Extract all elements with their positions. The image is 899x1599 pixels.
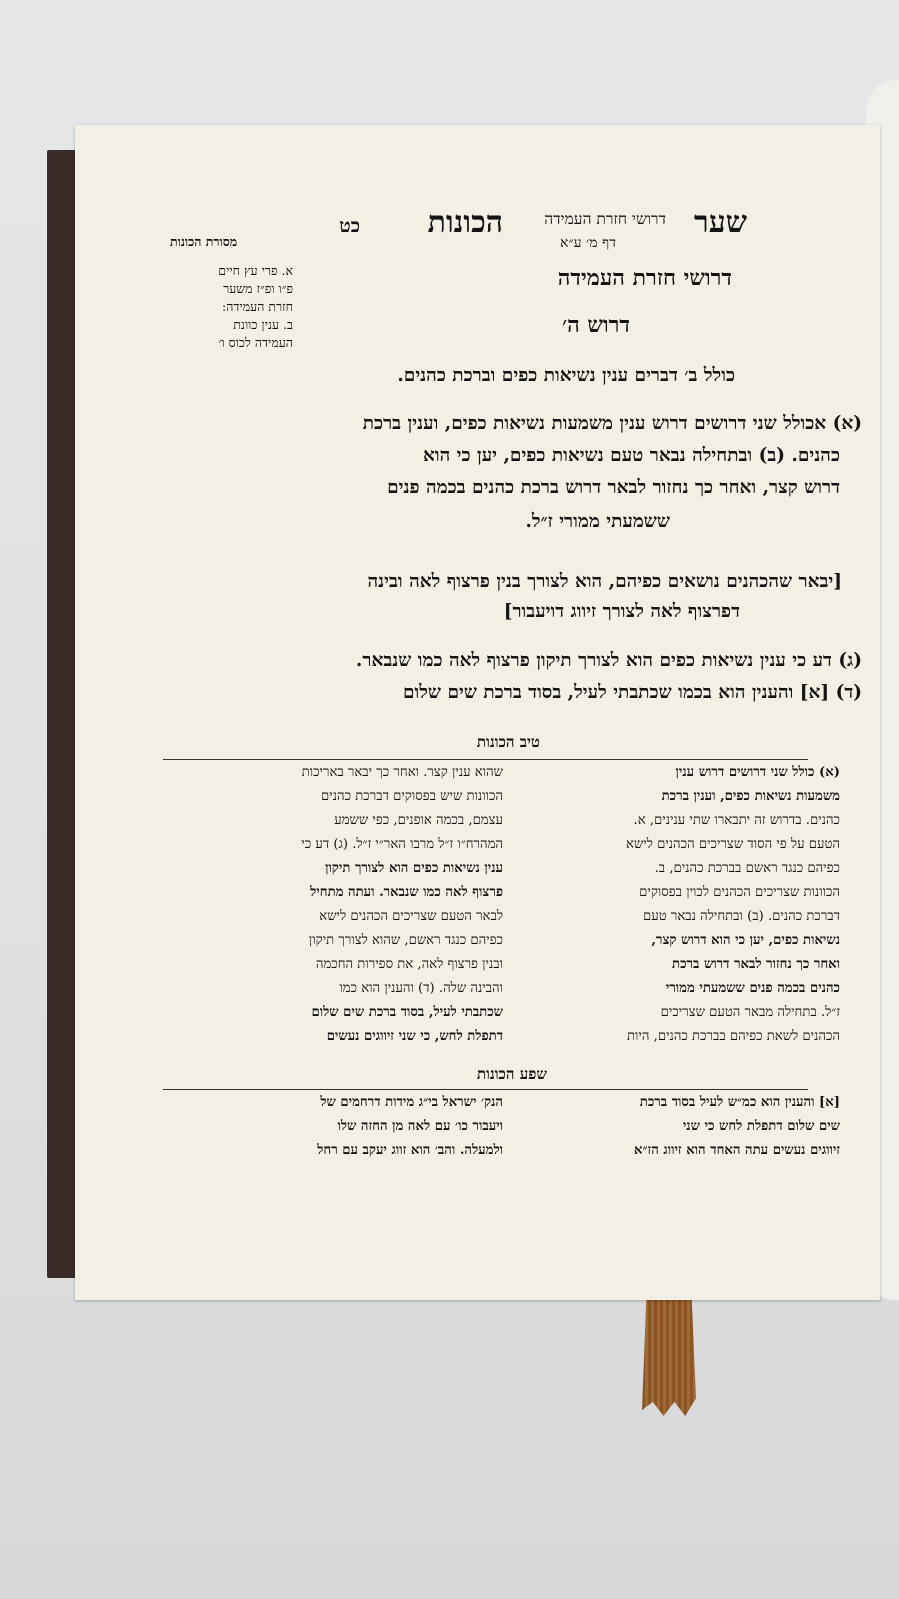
shefa-line: ולמעלה. והב׳ הוא זווג יעקב עם רחל — [317, 1143, 503, 1158]
sources-heading: מסורת הכונות — [170, 234, 238, 249]
tiv-line: ובנין פרצוף לאה, את ספירות החכמה — [315, 957, 503, 972]
tiv-line: כפיהם כנגד ראשם בברכת כהנים, ב. — [654, 861, 840, 876]
tiv-line: לבאר הטעם שצריכים הכהנים לישא — [319, 909, 503, 924]
intro-line: כולל ב׳ דברים ענין נשיאות כפים וברכת כהנים. — [397, 365, 735, 386]
tiv-line: הכוונות שיש בפסוקים דברכת כהנים — [321, 789, 503, 804]
source-line: ב. ענין כוונת — [233, 317, 293, 332]
bookmark-ribbon — [642, 1298, 696, 1416]
shefa-line: ויעבור כו׳ עם לאה מן החזה שלו — [337, 1119, 503, 1134]
book-page — [75, 125, 880, 1300]
tiv-line: (א) כולל שני דרושים דרוש ענין — [675, 765, 840, 780]
tiv-line: כהנים בכמה פנים ששמעתי ממורי — [665, 981, 840, 996]
tiv-line: דתפלת לחש, כי שני זיווגים נעשים — [326, 1029, 503, 1044]
section-title: דרושי חזרת העמידה — [557, 265, 732, 291]
header-title-hakavanot: הכונות — [427, 205, 503, 240]
shefa-heading: שפע הכונות — [476, 1065, 547, 1083]
header-subtitle: דרושי חזרת העמידה — [544, 210, 666, 228]
para2-line: (ד) [א] והענין הוא בכמו שכתבתי לעיל, בסוד ברכת שים שלום — [403, 682, 862, 703]
source-line: א. פרי עץ חיים — [218, 263, 293, 278]
tiv-line: המהרח״ו ז״ל מרבו האר״י ז״ל. (ג) דע כי — [301, 837, 503, 852]
shefa-left-column — [163, 1091, 503, 1171]
drush-title: דרוש ה׳ — [562, 312, 630, 338]
header-title-shaar: שער — [694, 205, 747, 240]
tiv-line: הכוונות שצריכים הכהנים לכוין בפסוקים — [639, 885, 840, 900]
book-cover-left-edge — [47, 150, 77, 1278]
shefa-line: [א] והענין הוא כמ״ש לעיל בסוד ברכת — [639, 1095, 840, 1110]
tiv-right-column — [495, 761, 840, 1061]
tiv-line: שכתבתי לעיל, בסוד ברכת שים שלום — [311, 1005, 503, 1020]
header-daf: דף מ׳ ע״א — [559, 235, 616, 251]
source-line: חזרת העמידה: — [222, 299, 293, 314]
para1-line: (א) אכולל שני דרושים דרוש ענין משמעות נשיאות כפים, וענין ברכת — [362, 413, 862, 434]
para1-line: ששמעתי ממורי ז״ל. — [525, 511, 670, 532]
tiv-heading: טיב הכונות — [476, 733, 540, 751]
tiv-line: כפיהם כנגד ראשם, שהוא לצורך תיקון — [308, 933, 503, 948]
shefa-rule — [163, 1089, 808, 1090]
tiv-line: שהוא ענין קצר. ואחר כך יבאר באריכות — [301, 765, 503, 780]
tiv-line: עצמם, בכמה אופנים, כפי ששמע — [334, 813, 503, 828]
tiv-line: הכהנים לשאת כפיהם בברכת כהנים, היות — [627, 1029, 840, 1044]
tiv-line: ענין נשיאות כפים הוא לצורך תיקון — [325, 861, 503, 876]
summary-line: [יבאר שהכהנים נושאים כפיהם, הוא לצורך בנין פרצוף לאה ובינה — [367, 571, 842, 592]
shefa-line: הנק׳ ישראל בי״ג מידות דרחמים של — [320, 1095, 503, 1110]
shefa-right-column — [495, 1091, 840, 1171]
tiv-rule — [163, 759, 808, 760]
page-number: כט — [339, 215, 360, 237]
para1-line: דרוש קצר, ואחר כך נחזור לבאר דרוש ברכת כהנים בכמה פנים — [387, 477, 840, 498]
tiv-line: דברכת כהנים. (ב) ובתחילה נבאר טעם — [643, 909, 840, 924]
tiv-line: והבינה שלה. (ד) והענין הוא כמו — [339, 981, 503, 996]
summary-line: דפרצוף לאה לצורך זיווג דויעבור] — [503, 601, 740, 622]
para2-line: (ג) דע כי ענין נשיאות כפים הוא לצורך תיקון פרצוף לאה כמו שנבאר. — [355, 650, 862, 671]
tiv-line: פרצוף לאה כמו שנבאר. ועתה מתחיל — [310, 885, 503, 900]
source-line: העמידה לכוס ו׳ — [218, 335, 293, 350]
shefa-line: שים שלום דתפלת לחש כי שני — [682, 1119, 840, 1134]
shefa-line: זיווגים נעשים עתה האחד הוא זיווג הז״א — [634, 1143, 840, 1158]
tiv-line: ז״ל. בתחילה מבאר הטעם שצריכים — [660, 1005, 840, 1020]
source-line: פ״ו ופ״ז משער — [223, 281, 293, 296]
tiv-line: כהנים. בדרוש זה יתבארו שתי ענינים, א. — [633, 813, 840, 828]
para1-line: כהנים. (ב) ובתחילה נבאר טעם נשיאות כפים, יען כי הוא — [422, 445, 840, 466]
tiv-line: משמעות נשיאות כפים, וענין ברכת — [661, 789, 840, 804]
tiv-line: נשיאות כפים, יען כי הוא דרוש קצר, — [651, 933, 840, 948]
tiv-line: הטעם על פי הסוד שצריכים הכהנים לישא — [626, 837, 840, 852]
tiv-left-column — [163, 761, 503, 1061]
tiv-line: ואחר כך נחזור לבאר דרוש ברכת — [672, 957, 840, 972]
